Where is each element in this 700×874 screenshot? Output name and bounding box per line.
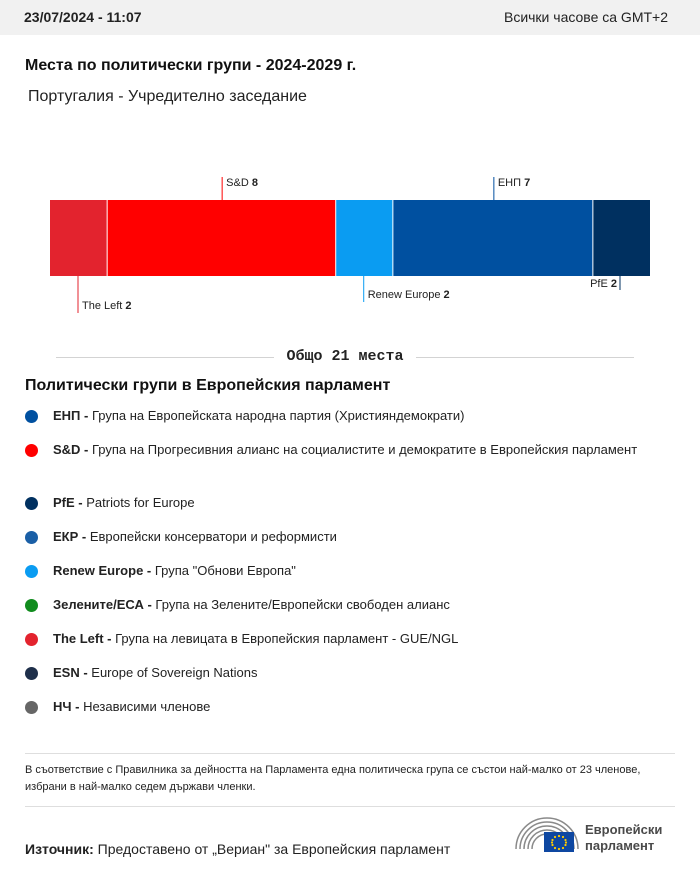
legend-color-dot: [25, 633, 38, 646]
legend-abbr: Renew Europe -: [53, 563, 152, 578]
datetime: 23/07/2024 - 11:07: [24, 9, 142, 25]
chart-subtitle: Португалия - Учредително заседание: [28, 88, 307, 105]
legend-color-dot: [25, 531, 38, 544]
logo-line-1: Европейски: [585, 822, 663, 837]
legend-abbr: ЕКР -: [53, 529, 87, 544]
legend-color-dot: [25, 565, 38, 578]
segment-label: Renew Europe 2: [367, 289, 450, 301]
ep-logo: [514, 815, 684, 860]
top-bar: [0, 0, 700, 35]
legend-abbr: Зелените/ЕСА -: [53, 597, 152, 612]
legend-abbr: ЕНП -: [53, 408, 89, 423]
seats-chart: [0, 150, 700, 325]
legend-description: Група на Зелените/Европейски свободен алианс: [151, 597, 450, 612]
legend-abbr: PfE -: [53, 495, 83, 510]
bar-segment: [593, 200, 650, 276]
legend-description: Европейски консерватори и реформисти: [86, 529, 337, 544]
source-text: Предоставено от „Вериан" за Европейския парламент: [93, 841, 451, 857]
segment-label: S&D 8: [226, 177, 258, 189]
legend-item: [25, 441, 665, 459]
source-label: Източник:: [25, 841, 94, 857]
source-line: [25, 841, 450, 857]
legend-item: [25, 596, 665, 614]
legend-abbr: ESN -: [53, 665, 88, 680]
logo-line-2: парламент: [585, 838, 655, 853]
legend-description: Група "Обнови Европа": [151, 563, 296, 578]
divider: [25, 753, 675, 754]
segment-label: The Left 2: [82, 300, 132, 312]
legend-description: Група на левицата в Европейския парламент - GUE/NGL: [111, 631, 459, 646]
segment-label: PfE 2: [590, 278, 617, 290]
chart-title: Места по политически групи - 2024-2029 г.: [25, 57, 357, 74]
bar-segment: [393, 200, 593, 276]
legend-color-dot: [25, 444, 38, 457]
legend-description: Група на Прогресивния алианс на социалистите и демократите в Европейския парламент: [88, 442, 638, 457]
legend-item: [25, 562, 665, 580]
legend-abbr: S&D -: [53, 442, 89, 457]
legend-color-dot: [25, 497, 38, 510]
bar-segment: [50, 200, 107, 276]
legend-color-dot: [25, 410, 38, 423]
legend-description: Независими членове: [79, 699, 211, 714]
legend-color-dot: [25, 701, 38, 714]
hemicycle-icon: [514, 815, 580, 855]
legend-item: [25, 407, 665, 425]
legend-item: [25, 528, 665, 546]
legend-description: Група на Европейската народна партия (Християндемократи): [88, 408, 465, 423]
legend-abbr: НЧ -: [53, 699, 80, 714]
legend-color-dot: [25, 667, 38, 680]
bar-segment: [336, 200, 393, 276]
total-seats: [56, 347, 634, 367]
legend-description: Patriots for Europe: [82, 495, 195, 510]
timezone-note: Всички часове са GMT+2: [503, 9, 668, 25]
legend-item: [25, 664, 665, 682]
legend-item: [25, 698, 665, 716]
legend-description: Europe of Sovereign Nations: [87, 665, 258, 680]
segment-label: ЕНП 7: [497, 177, 531, 189]
total-seats-label: Общо 21 места: [276, 348, 413, 365]
divider: [25, 806, 675, 807]
legend-title: Политически групи в Европейския парламент: [25, 377, 391, 394]
legend-abbr: The Left -: [53, 631, 112, 646]
legend-color-dot: [25, 599, 38, 612]
legend-item: [25, 630, 665, 648]
footnote: В съответствие с Правилника за дейността на Парламента една политическа група се състои най-малко от 23 членове, избрани в най-малко седем държави членки.: [25, 764, 641, 793]
legend-item: [25, 494, 665, 512]
bar-segment: [107, 200, 336, 276]
